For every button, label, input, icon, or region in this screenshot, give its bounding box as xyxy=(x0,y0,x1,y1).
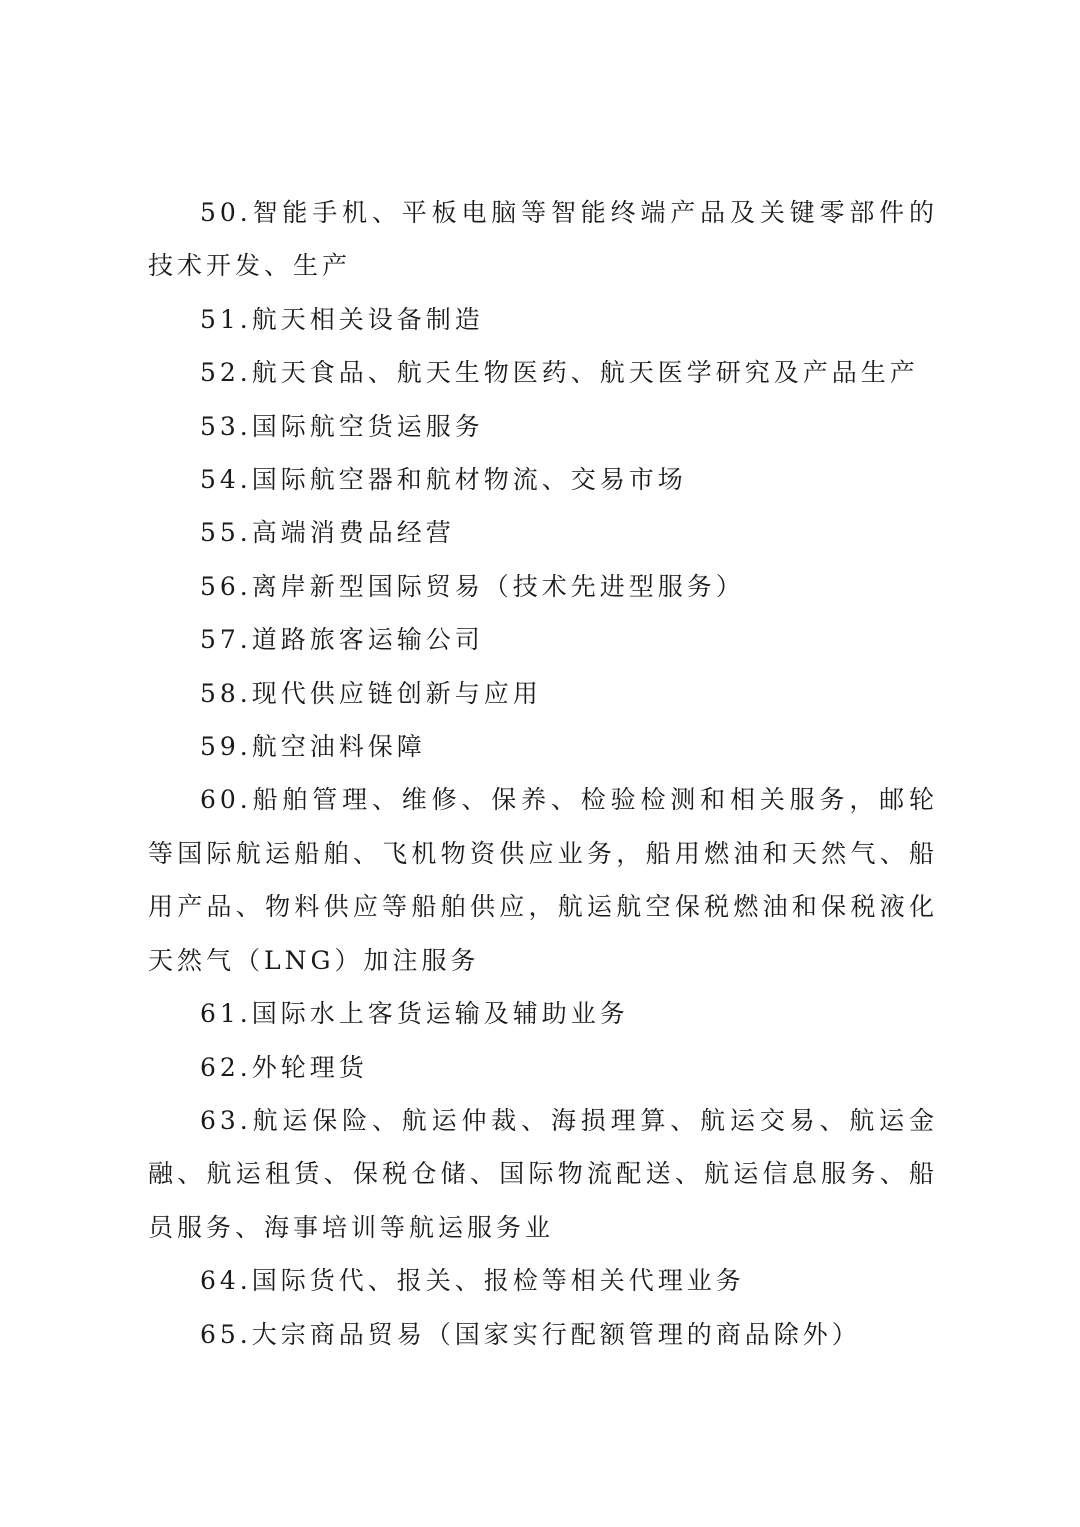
list-item: 62.外轮理货 xyxy=(200,1052,368,1082)
list-item: 55.高端消费品经营 xyxy=(200,518,455,548)
list-item: 56.离岸新型国际贸易（技术先进型服务） xyxy=(200,571,745,601)
list-item: 63.航运保险、航运仲裁、海损理算、航运交易、航运金融、航运租赁、保税仓储、国际物流配送、航运信息服务、船员服务、海事培训等航运服务业 xyxy=(148,1105,938,1242)
list-item: 52.航天食品、航天生物医药、航天医学研究及产品生产 xyxy=(200,358,919,388)
list-item: 60.船舶管理、维修、保养、检验检测和相关服务，邮轮等国际航运船舶、飞机物资供应业务，船用燃油和天然气、船用产品、物料供应等船舶供应，航运航空保税燃油和保税液化天然气（LNG）加注服务 xyxy=(148,785,938,975)
list-item: 59.航空油料保障 xyxy=(200,732,426,762)
list-item: 61.国际水上客货运输及辅助业务 xyxy=(200,999,629,1029)
list-item: 57.道路旅客运输公司 xyxy=(200,625,484,655)
list-item: 64.国际货代、报关、报检等相关代理业务 xyxy=(200,1266,745,1296)
document-body xyxy=(148,186,938,1361)
list-item: 54.国际航空器和航材物流、交易市场 xyxy=(200,465,687,495)
list-item: 51.航天相关设备制造 xyxy=(200,304,484,334)
list-item: 58.现代供应链创新与应用 xyxy=(200,678,542,708)
list-item: 50.智能手机、平板电脑等智能终端产品及关键零部件的技术开发、生产 xyxy=(148,198,938,281)
list-item: 65.大宗商品贸易（国家实行配额管理的商品除外） xyxy=(200,1319,861,1349)
list-item: 53.国际航空货运服务 xyxy=(200,411,484,441)
